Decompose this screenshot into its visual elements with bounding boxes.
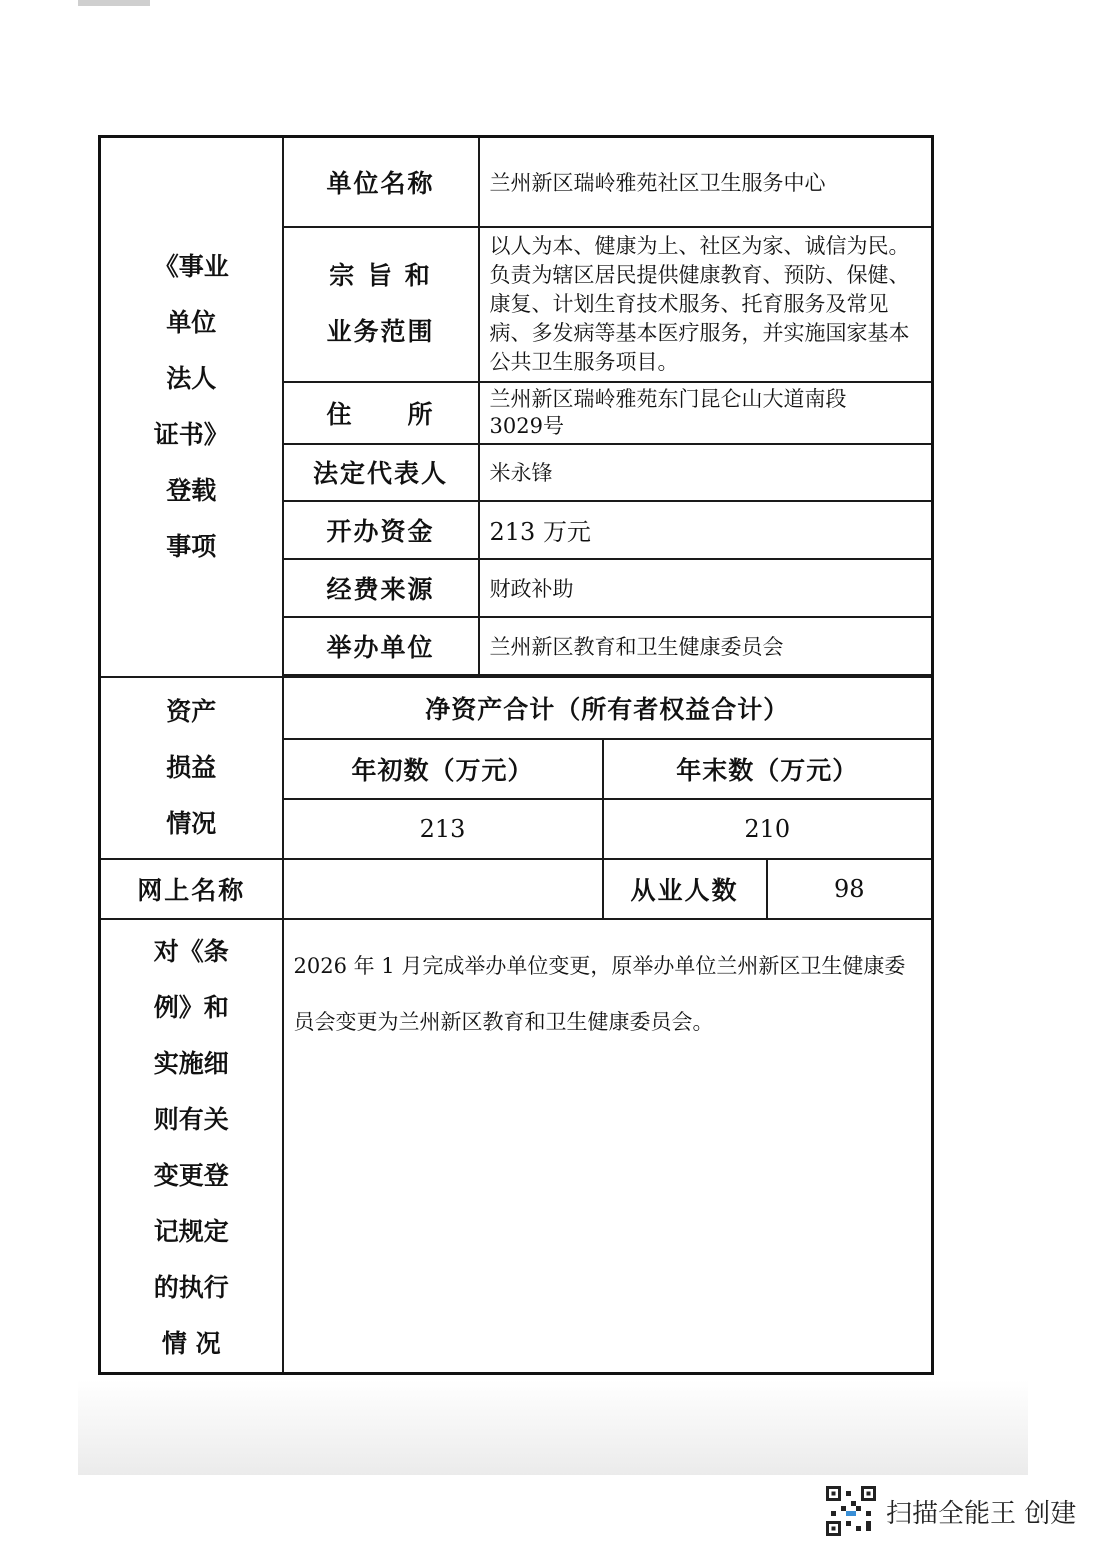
compliance-section-heading: 对《条 例》和 实施细 则有关 变更登 记规定 的执行 情 况 (100, 919, 283, 1374)
end-year-label: 年末数（万元） (603, 739, 933, 799)
assets-section-heading: 资产 损益 情况 (100, 677, 283, 859)
certificate-section-heading: 《事业 单位 法人 证书》 登载 事项 (100, 137, 283, 677)
sponsor-label: 举办单位 (283, 617, 479, 675)
scanner-brand-text: 扫描全能王 创建 (886, 1498, 1077, 1529)
capital-value: 213 万元 (479, 501, 933, 559)
paper-shadow (78, 1380, 1028, 1475)
online-name-value (283, 859, 603, 919)
address-value: 兰州新区瑞岭雅苑东门昆仑山大道南段3029号 (479, 382, 933, 444)
sponsor-value: 兰州新区教育和卫生健康委员会 (479, 617, 933, 675)
unit-name-label: 单位名称 (283, 137, 479, 227)
begin-year-label: 年初数（万元） (283, 739, 603, 799)
scanner-watermark (826, 1486, 1076, 1536)
staff-count-label: 从业人数 (603, 859, 767, 919)
staff-count-value: 98 (767, 859, 933, 919)
compliance-notes: 2026 年 1 月完成举办单位变更，原举办单位兰州新区卫生健康委员会变更为兰州新区教育和卫生健康委员会。 (283, 919, 933, 1374)
capital-label: 开办资金 (283, 501, 479, 559)
online-name-label: 网上名称 (100, 859, 283, 919)
funding-value: 财政补助 (479, 559, 933, 617)
registration-table (98, 135, 934, 1375)
address-label: 住 所 (283, 382, 479, 444)
unit-name-value: 兰州新区瑞岭雅苑社区卫生服务中心 (479, 137, 933, 227)
scan-edge-mark (78, 0, 150, 6)
legal-rep-value: 米永锋 (479, 444, 933, 501)
purpose-label: 宗 旨 和 业务范围 (283, 227, 479, 382)
net-assets-title: 净资产合计（所有者权益合计） (283, 677, 933, 739)
end-year-value: 210 (603, 799, 933, 859)
funding-label: 经费来源 (283, 559, 479, 617)
begin-year-value: 213 (283, 799, 603, 859)
legal-rep-label: 法定代表人 (283, 444, 479, 501)
purpose-value: 以人为本、健康为上、社区为家、诚信为民。负责为辖区居民提供健康教育、预防、保健、康复、计划生育技术服务、托育服务及常见病、多发病等基本医疗服务，并实施国家基本公共卫生服务项目。 (479, 227, 933, 382)
qr-code-icon (826, 1486, 876, 1536)
